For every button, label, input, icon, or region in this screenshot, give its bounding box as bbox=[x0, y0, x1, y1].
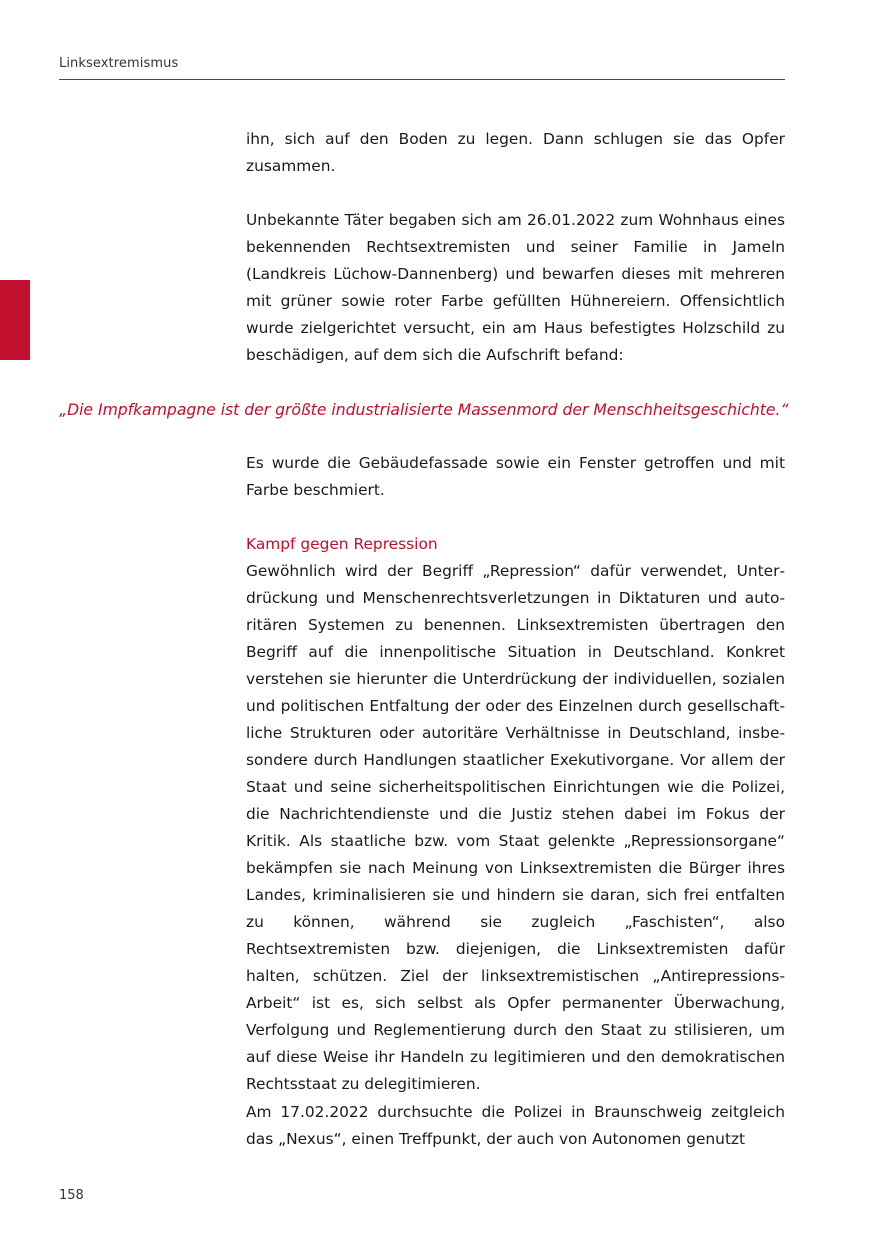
paragraph-text: ihn, sich auf den Boden zu legen. Dann schlugen sie das Opfer zusammen. bbox=[246, 130, 785, 175]
paragraph-nexus bbox=[246, 1099, 785, 1153]
paragraph-text: Unbekannte Täter begaben sich am 26.01.2022 zum Wohnhaus eines bekennenden Rechtsextremisten und seiner Familie in Jameln (Landkreis Lüchow-Dannenberg) und bewarfen dieses mit mehreren mit grüner sowie roter Farbe gefüllten Hühnereiern. Offensichtlich wurde zielgerichtet versucht, ein am Haus befestigtes Holzschild zu beschädigen, auf dem sich die Aufschrift befand: bbox=[246, 211, 785, 364]
section-repression bbox=[246, 531, 785, 1098]
header-rule bbox=[59, 79, 785, 80]
paragraph-jameln bbox=[246, 207, 785, 369]
paragraph-facade bbox=[246, 450, 785, 504]
highlighted-quote: „Die Impfkampagne ist der größte industrialisierte Massenmord der Menschheitsgeschichte.“ bbox=[59, 401, 789, 419]
chapter-marker bbox=[0, 280, 30, 360]
page-number: 158 bbox=[59, 1188, 84, 1203]
section-heading: Kampf gegen Repression bbox=[246, 535, 438, 553]
paragraph-text: Gewöhnlich wird der Begriff „Repression“ dafür verwendet, Unterdrückung und Menschenrechtsverletzungen in Diktaturen und autoritären Systemen zu benennen. Linksextremisten übertragen den Begriff auf die innenpolitische Situation in Deutschland. Konkret verstehen sie hierunter die Unterdrückung der individuellen, sozialen und politischen Entfaltung der oder des Einzelnen durch gesellschaftliche Strukturen oder autoritäre Verhältnisse in Deutschland, insbesondere durch Handlungen staatlicher Exekutivorgane. Vor allem der Staat und seine sicherheitspolitischen Einrichtungen wie die Polizei, die Nachrichtendienste und die Justiz stehen dabei im Fokus der Kritik. Als staatliche bzw. vom Staat gelenkte „Repressionsorgane“ bekämpfen sie nach Meinung von Linksextremisten die Bürger ihres Landes, kriminalisieren sie und hindern sie daran, sich frei entfalten zu können, während sie zugleich „Faschisten“, also Rechtsextremisten bzw. diejenigen, die Linksextremisten dafür halten, schützen. Ziel der linksextremistischen „Antirepressions-Arbeit“ ist es, sich selbst als Opfer permanenter Überwachung, Verfolgung und Reglementierung durch den Staat zu stilisieren, um auf diese Weise ihr Handeln zu legitimieren und den demokratischen Rechtsstaat zu delegitimieren. bbox=[246, 562, 785, 1093]
running-header: Linksextremismus bbox=[59, 56, 179, 71]
paragraph-continuation bbox=[246, 126, 785, 180]
paragraph-text: Am 17.02.2022 durchsuchte die Polizei in Braunschweig zeitgleich das „Nexus“, einen Treffpunkt, der auch von Autonomen genutzt bbox=[246, 1103, 785, 1148]
paragraph-text: Es wurde die Gebäudefassade sowie ein Fenster getroffen und mit Farbe beschmiert. bbox=[246, 454, 785, 499]
